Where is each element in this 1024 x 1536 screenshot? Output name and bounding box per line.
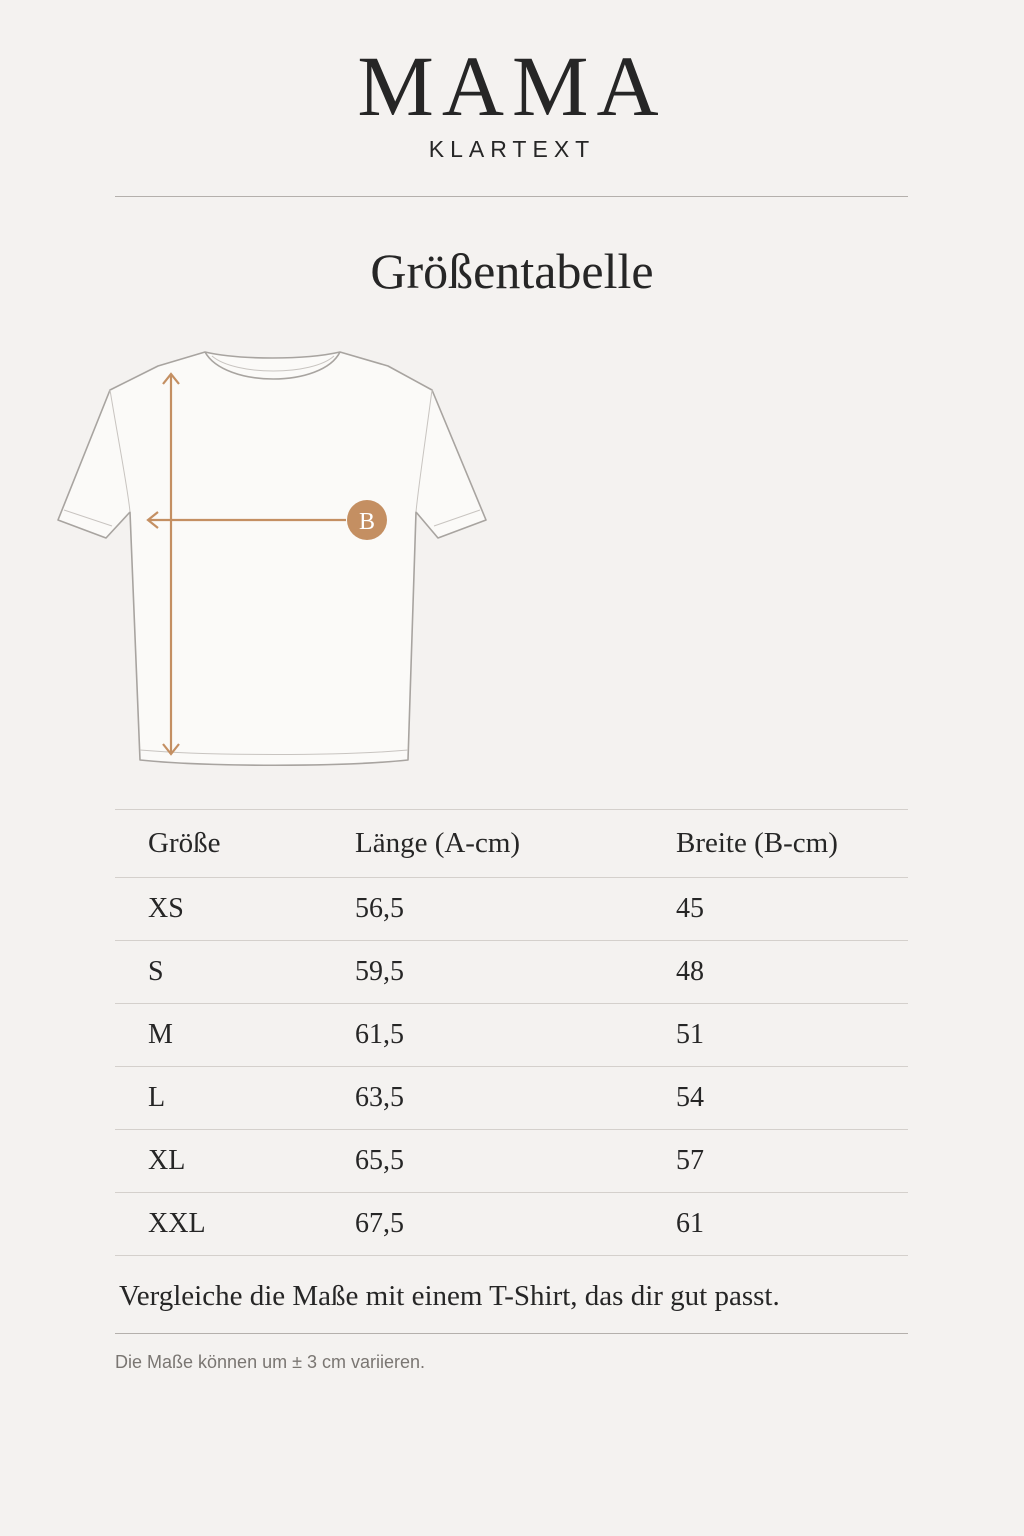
header-divider xyxy=(115,196,908,197)
cell-size: XL xyxy=(115,1130,355,1193)
fit-tip: Vergleiche die Maße mit einem T-Shirt, das dir gut passt. xyxy=(119,1280,780,1312)
cell-length: 56,5 xyxy=(355,878,676,941)
tshirt-outline xyxy=(58,352,486,765)
header-width: Breite (B-cm) xyxy=(676,810,908,878)
cell-size: XS xyxy=(115,878,355,941)
cell-width: 51 xyxy=(676,1004,908,1067)
cell-size: M xyxy=(115,1004,355,1067)
table-row xyxy=(115,941,908,1004)
cell-width: 48 xyxy=(676,941,908,1004)
table-row xyxy=(115,1004,908,1067)
marker-b-label: B xyxy=(358,509,376,535)
cell-length: 67,5 xyxy=(355,1193,676,1256)
table-row xyxy=(115,1130,908,1193)
table-row xyxy=(115,1067,908,1130)
cell-length: 65,5 xyxy=(355,1130,676,1193)
cell-size: S xyxy=(115,941,355,1004)
cell-size: XXL xyxy=(115,1193,355,1256)
cell-width: 57 xyxy=(676,1130,908,1193)
cell-width: 45 xyxy=(676,878,908,941)
header-size: Größe xyxy=(115,810,355,878)
tshirt-measurement-diagram xyxy=(40,330,510,790)
cell-length: 61,5 xyxy=(355,1004,676,1067)
cell-length: 63,5 xyxy=(355,1067,676,1130)
page-title: Größentabelle xyxy=(370,243,654,299)
cell-length: 59,5 xyxy=(355,941,676,1004)
brand-logo-title: MAMA xyxy=(357,38,667,134)
table-row xyxy=(115,1193,908,1256)
table-header-row xyxy=(115,810,908,878)
disclaimer-note: Die Maße können um ± 3 cm variieren. xyxy=(115,1352,425,1372)
cell-size: L xyxy=(115,1067,355,1130)
cell-width: 61 xyxy=(676,1193,908,1256)
size-table xyxy=(115,809,908,1256)
table-row xyxy=(115,878,908,941)
brand-logo-subtitle: KLARTEXT xyxy=(428,136,596,162)
header-length: Länge (A-cm) xyxy=(355,810,676,878)
cell-width: 54 xyxy=(676,1067,908,1130)
footer-divider xyxy=(115,1333,908,1334)
